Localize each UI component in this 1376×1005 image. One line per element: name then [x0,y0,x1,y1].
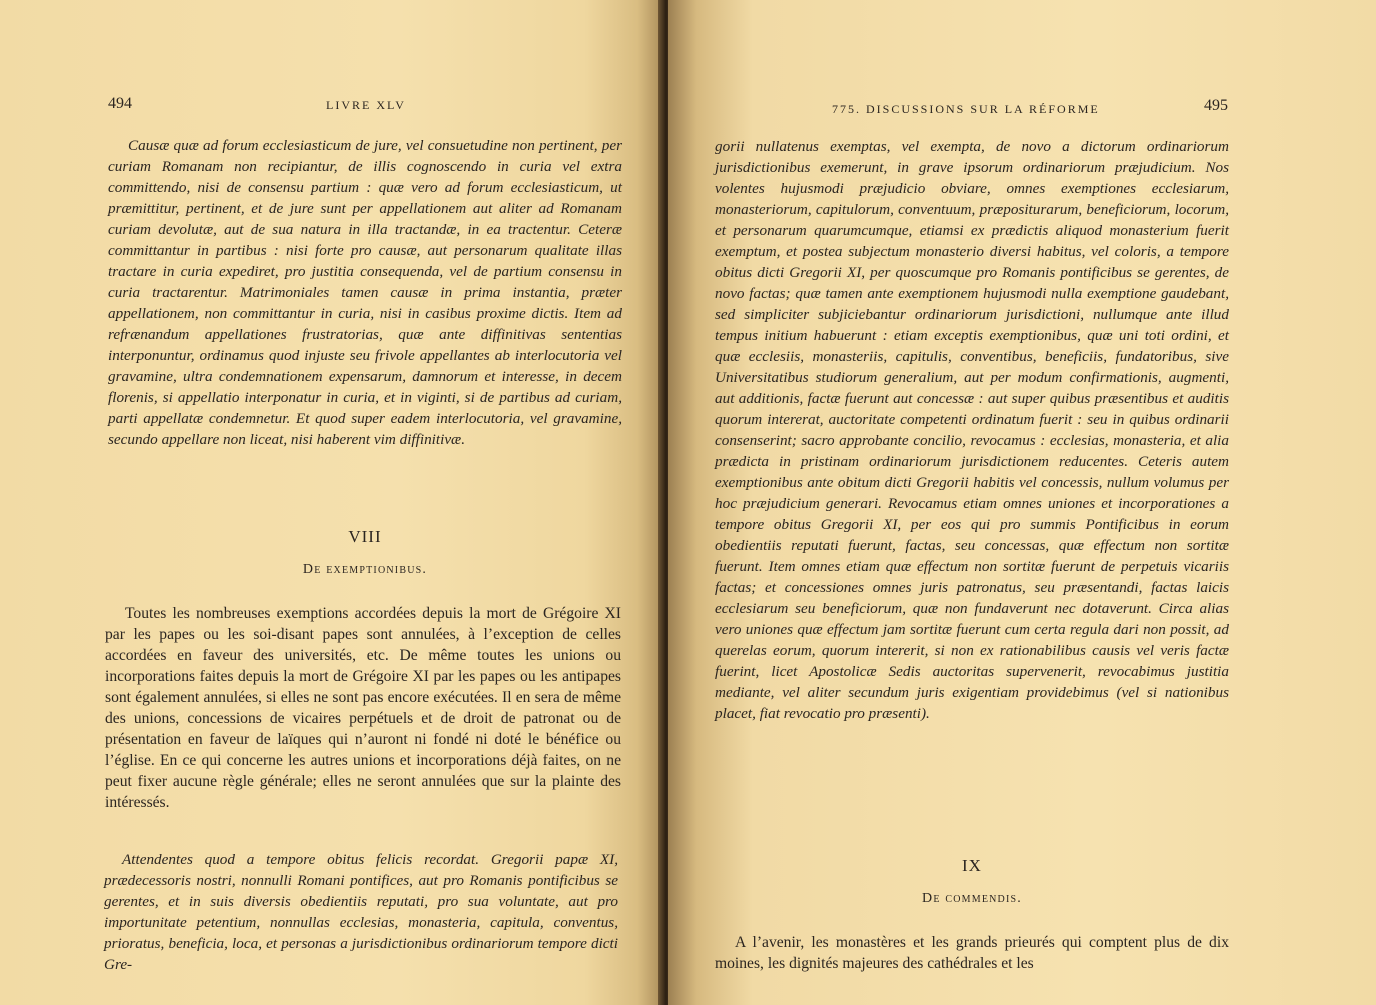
french-text: A l’avenir, les monastères et les grands prieurés qui comptent plus de dix moines, les dignités majeures des cathédrales et les [715,934,1229,972]
section-title-exemptionibus: De exemptionibus. [302,562,428,577]
right-page-number: 495 [1204,97,1228,114]
left-page-number: 494 [108,95,132,112]
left-latin-paragraph-1 [108,135,622,450]
left-page [0,0,664,1005]
right-running-head: 775. DISCUSSIONS SUR LA RÉFORME [832,102,1100,116]
section-title-commendis: De commendis. [922,891,1022,906]
latin-text: Attendentes quod a tempore obitus felicis recordat. Gregorii papæ XI, prædecessoris nostri, nonnulli Romani pontifices, aut pro Romanis pontificibus se gerentes, et in suis diversis obedientiis reputati, pro sua voluntate, aut pro importunitate petentium, nonnullas ecclesias, monasteria, capitula, conventus, prioratus, beneficia, loca, et personas a jurisdictionibus ordinariorum tempore dicti Gre- [104,851,618,973]
left-latin-paragraph-2 [104,849,618,975]
left-french-summary [105,603,621,813]
french-text: Toutes les nombreuses exemptions accordées depuis la mort de Grégoire XI par les papes ou les soi-disant papes sont annulées, à l’exception de celles accordées en faveur des universités, etc. De même toutes les unions ou incorporations faites depuis la mort de Grégoire XI par les papes ou les antipapes sont également annulées, si elles ne sont pas encore exécutées. Il en sera de même des unions, concessions de vicaires perpétuels et de droit de patronat ou de présentation en faveur de laïques qui n’auront ni fondé ni doté le bénéfice ou l’église. En ce qui concerne les autres unions et incorporations déjà faites, on ne peut fixer aucune règle générale; elles ne seront annulées que sur la plainte des intéressés. [105,605,621,811]
right-latin-paragraph [715,136,1229,724]
right-french-summary [715,932,1229,974]
section-number-ix: IX [962,856,982,875]
left-running-head: LIVRE XLV [326,98,406,112]
right-page [668,0,1376,1005]
latin-text: Causæ quæ ad forum ecclesiasticum de jure, vel consuetudine non pertinent, per curiam Romanam non recipiantur, de illis cognoscendo in curia vel extra committendo, nisi de consensu partium : quæ vero ad forum ecclesiasticum, ut præmittitur, pertinent, et de jure sunt per appellationem aut aliter ad Romanam curiam devolutæ, aut de sua natura in illa tractandæ, in ea tractentur. Ceteræ committantur in partibus : nisi forte pro causæ, aut personarum qualitate illas tractare in curia expediret, pro justitia consequenda, vel de partium consensu in curia tractarentur. Matrimoniales tamen causæ in prima instantia, præter appellationem, non committantur in curia, nisi in casibus proxime dictis. Item ad refrænandum appellationes frustratorias, quæ ante diffinitivas sententias interponuntur, ordinamus quod injuste seu frivole appellantes ab interlocutoria vel gravamine, ultra condemnationem expensarum, damnorum et interesse, in decem florenis, si appellatio interponatur in curia, et in viginti, si de partibus ad curiam, parti appellatæ condemnetur. Et quod super eadem interlocutoria, vel gravamine, secundo appellare non liceat, nisi haberent vim diffinitivæ. [108,137,622,448]
latin-text: gorii nullatenus exemptas, vel exempta, de novo a dictorum ordinariorum jurisdictionibus exemerunt, in grave ipsorum ordinariorum præjudicium. Nos volentes hujusmodi præjudicio obviare, omnes exemptiones ecclesiarum, monasteriorum, capitulorum, conventuum, præpositurarum, beneficiorum, locorum, et personarum quarumcumque, etiamsi ex prædictis aliquod monasterium fuerit exemptum, et postea subjectum monasterio diversi habitus, vel coloris, a tempore obitus dicti Gregorii XI, per quoscumque pro Romanis pontificibus se gerentes, de novo factas; quæ tamen ante exemptionem hujusmodi nulla exemptione gaudebant, sed simpliciter subjiciebantur ordinariorum jurisdictioni, nullumque ante illud tempus initium habuerunt : etiam exceptis exemptionibus, quæ uni toti ordini, et quæ ecclesiis, monasteriis, capitulis, conventibus, beneficiis, fundatoribus, sive Universitatibus studiorum generalium, aut per modum confirmationis, augmenti, aut additionis, factæ fuerunt aut concessæ : aut super quibus præsentibus et auditis quorum intererat, auctoritate competenti ordinatum fuerit : seu in quibus ordinarii consenserint; sacro approbante concilio, revocamus : ecclesias, monasteria, et alia prædicta in pristinam ordinariorum jurisdictionem reducentes. Ceteris autem exemptionibus ante obitum dicti Gregorii habitis vel concessis, nullum volumus per hoc præjudicium generari. Revocamus etiam omnes uniones et incorporationes a tempore obitus Gregorii XI, per eos qui pro summis Pontificibus in eorum obedientiis reputati fuerunt, factas, seu concessas, quæ effectum non sortitæ fuerunt. Item omnes etiam quæ effectum non sortitæ fuerunt de perpetuis vicariis factas; et concessiones omnes juris patronatus, seu præsentandi, factas laicis ecclesiarum seu beneficiorum, quæ non fundaverunt nec dotaverunt. Circa alias vero uniones quæ effectum jam sortitæ fuerunt cum certa regula dari non possit, ad querelas eorum, quorum intererit, si non ex rationabilibus causis vel veris factæ fuerint, licet Apostolicæ Sedis auctoritas supervenerit, revocabimus justitia mediante, vel aliter secundum juris exigentiam providebimus (vel si nationibus placet, fiat revocatio pro præsenti). [715,138,1229,722]
section-number-viii: VIII [348,527,382,546]
